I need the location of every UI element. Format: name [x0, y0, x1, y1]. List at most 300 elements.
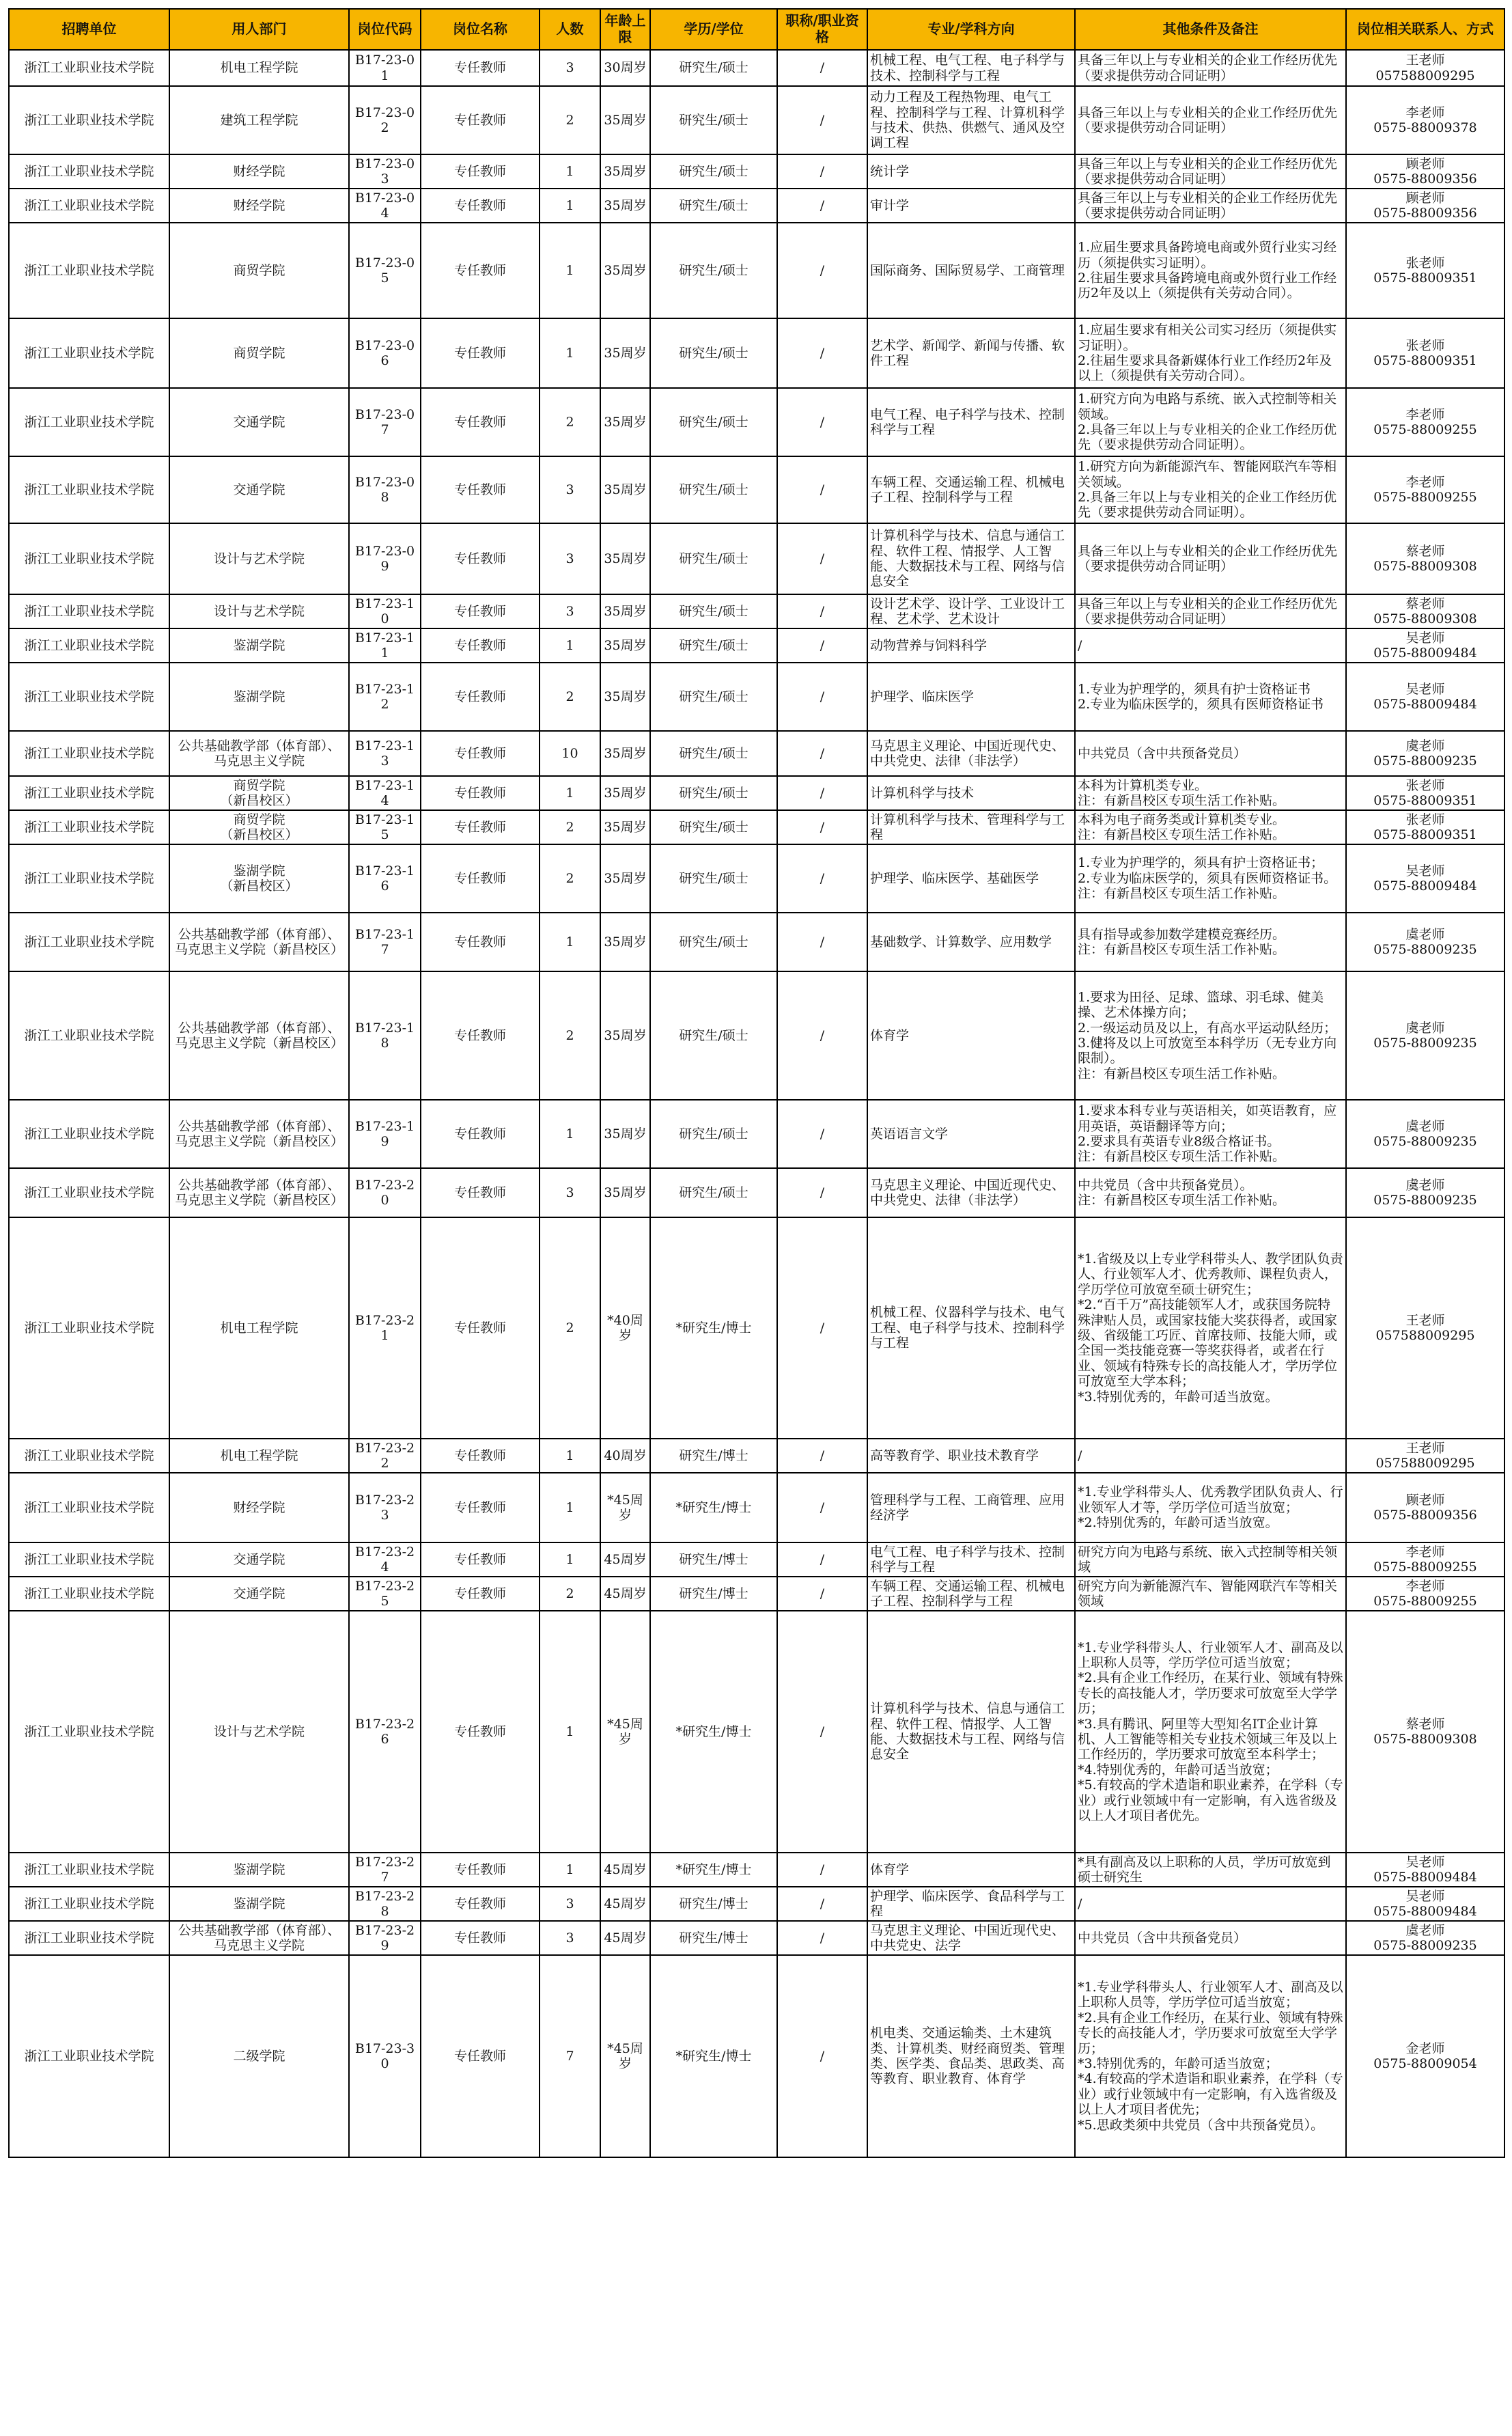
table-row — [9, 1217, 1504, 1439]
cell-age-limit: 45周岁 — [600, 1887, 650, 1921]
cell-age-limit: 45周岁 — [600, 1853, 650, 1887]
cell-unit: 浙江工业职业技术学院 — [9, 223, 169, 318]
cell-unit: 浙江工业职业技术学院 — [9, 189, 169, 223]
table-row — [9, 731, 1504, 776]
cell-count: 1 — [540, 1611, 600, 1853]
cell-department: 二级学院 — [169, 1955, 349, 2157]
cell-age-limit: 35周岁 — [600, 913, 650, 971]
cell-post-code: B17-23-01 — [349, 50, 421, 86]
table-row — [9, 1577, 1504, 1611]
cell-count: 1 — [540, 189, 600, 223]
cell-title: / — [777, 1577, 867, 1611]
cell-department: 财经学院 — [169, 154, 349, 189]
header-contact: 岗位相关联系人、方式 — [1346, 9, 1504, 50]
cell-department: 鉴湖学院 （新昌校区） — [169, 844, 349, 913]
cell-contact: 蔡老师 0575-88009308 — [1346, 1611, 1504, 1853]
cell-title: / — [777, 318, 867, 388]
cell-conditions: 1.应届生要求有相关公司实习经历（须提供实习证明）。 2.往届生要求具备新媒体行业工作经历2年及以上（须提供有关劳动合同）。 — [1075, 318, 1346, 388]
cell-age-limit: 35周岁 — [600, 971, 650, 1100]
cell-conditions: 中共党员（含中共预备党员） — [1075, 1921, 1346, 1955]
cell-unit: 浙江工业职业技术学院 — [9, 50, 169, 86]
cell-degree: *研究生/博士 — [650, 1473, 777, 1542]
cell-title: / — [777, 86, 867, 154]
cell-unit: 浙江工业职业技术学院 — [9, 913, 169, 971]
cell-contact: 顾老师 0575-88009356 — [1346, 154, 1504, 189]
cell-title: / — [777, 388, 867, 456]
cell-conditions: 具备三年以上与专业相关的企业工作经历优先（要求提供劳动合同证明） — [1075, 523, 1346, 594]
cell-age-limit: 45周岁 — [600, 1577, 650, 1611]
cell-degree: 研究生/硕士 — [650, 731, 777, 776]
cell-title: / — [777, 1921, 867, 1955]
cell-title: / — [777, 663, 867, 731]
cell-unit: 浙江工业职业技术学院 — [9, 318, 169, 388]
cell-unit: 浙江工业职业技术学院 — [9, 1439, 169, 1473]
cell-count: 2 — [540, 1217, 600, 1439]
cell-conditions: 具备三年以上与专业相关的企业工作经历优先（要求提供劳动合同证明） — [1075, 50, 1346, 86]
cell-post-code: B17-23-10 — [349, 594, 421, 628]
header-age-limit: 年龄上限 — [600, 9, 650, 50]
cell-department: 鉴湖学院 — [169, 663, 349, 731]
cell-conditions: 具备三年以上与专业相关的企业工作经历优先（要求提供劳动合同证明） — [1075, 189, 1346, 223]
cell-degree: *研究生/博士 — [650, 1853, 777, 1887]
cell-conditions: 具备三年以上与专业相关的企业工作经历优先（要求提供劳动合同证明） — [1075, 594, 1346, 628]
cell-conditions: 具备三年以上与专业相关的企业工作经历优先（要求提供劳动合同证明） — [1075, 86, 1346, 154]
cell-degree: 研究生/硕士 — [650, 523, 777, 594]
cell-degree: 研究生/硕士 — [650, 776, 777, 810]
cell-post-code: B17-23-19 — [349, 1100, 421, 1168]
cell-unit: 浙江工业职业技术学院 — [9, 971, 169, 1100]
cell-contact: 王老师 057588009295 — [1346, 1439, 1504, 1473]
cell-count: 3 — [540, 456, 600, 523]
cell-count: 3 — [540, 523, 600, 594]
cell-major: 计算机科学与技术、管理科学与工程 — [867, 810, 1075, 844]
cell-degree: 研究生/博士 — [650, 1542, 777, 1577]
cell-age-limit: 45周岁 — [600, 1921, 650, 1955]
cell-age-limit: 35周岁 — [600, 663, 650, 731]
cell-title: / — [777, 1217, 867, 1439]
cell-unit: 浙江工业职业技术学院 — [9, 1217, 169, 1439]
page — [8, 8, 1504, 2158]
cell-post-code: B17-23-23 — [349, 1473, 421, 1542]
header-title: 职称/职业资格 — [777, 9, 867, 50]
cell-post-code: B17-23-13 — [349, 731, 421, 776]
cell-major: 马克思主义理论、中国近现代史、中共党史、法律（非法学） — [867, 1168, 1075, 1217]
cell-contact: 吴老师 0575-88009484 — [1346, 628, 1504, 663]
cell-degree: 研究生/硕士 — [650, 388, 777, 456]
cell-department: 机电工程学院 — [169, 1439, 349, 1473]
cell-contact: 虞老师 0575-88009235 — [1346, 913, 1504, 971]
cell-conditions: 1.专业为护理学的，须具有护士资格证书 2.专业为临床医学的，须具有医师资格证书 — [1075, 663, 1346, 731]
cell-degree: 研究生/博士 — [650, 1921, 777, 1955]
cell-count: 2 — [540, 844, 600, 913]
cell-department: 财经学院 — [169, 189, 349, 223]
cell-major: 护理学、临床医学 — [867, 663, 1075, 731]
cell-degree: 研究生/硕士 — [650, 154, 777, 189]
cell-post-name: 专任教师 — [421, 628, 540, 663]
cell-title: / — [777, 844, 867, 913]
cell-contact: 虞老师 0575-88009235 — [1346, 731, 1504, 776]
header-post-code: 岗位代码 — [349, 9, 421, 50]
cell-count: 1 — [540, 913, 600, 971]
cell-conditions: *1.专业学科带头人、优秀教学团队负责人、行业领军人才等，学历学位可适当放宽； *2.特别优秀的，年龄可适当放宽。 — [1075, 1473, 1346, 1542]
cell-age-limit: 35周岁 — [600, 594, 650, 628]
cell-degree: 研究生/硕士 — [650, 663, 777, 731]
header-unit: 招聘单位 — [9, 9, 169, 50]
table-row — [9, 388, 1504, 456]
table-row — [9, 1100, 1504, 1168]
cell-post-code: B17-23-26 — [349, 1611, 421, 1853]
cell-post-code: B17-23-06 — [349, 318, 421, 388]
cell-post-code: B17-23-16 — [349, 844, 421, 913]
cell-count: 1 — [540, 1542, 600, 1577]
cell-major: 护理学、临床医学、基础医学 — [867, 844, 1075, 913]
cell-post-code: B17-23-04 — [349, 189, 421, 223]
table-row — [9, 1887, 1504, 1921]
cell-post-name: 专任教师 — [421, 1955, 540, 2157]
cell-contact: 李老师 0575-88009255 — [1346, 456, 1504, 523]
table-row — [9, 663, 1504, 731]
cell-age-limit: 35周岁 — [600, 456, 650, 523]
cell-count: 2 — [540, 388, 600, 456]
cell-age-limit: 35周岁 — [600, 731, 650, 776]
cell-post-name: 专任教师 — [421, 810, 540, 844]
cell-post-name: 专任教师 — [421, 523, 540, 594]
cell-department: 设计与艺术学院 — [169, 523, 349, 594]
cell-post-code: B17-23-11 — [349, 628, 421, 663]
cell-age-limit: *40周岁 — [600, 1217, 650, 1439]
cell-unit: 浙江工业职业技术学院 — [9, 1955, 169, 2157]
cell-post-code: B17-23-15 — [349, 810, 421, 844]
cell-count: 1 — [540, 223, 600, 318]
cell-department: 机电工程学院 — [169, 1217, 349, 1439]
cell-degree: 研究生/博士 — [650, 1439, 777, 1473]
cell-post-code: B17-23-12 — [349, 663, 421, 731]
header-count: 人数 — [540, 9, 600, 50]
cell-age-limit: 35周岁 — [600, 776, 650, 810]
cell-major: 艺术学、新闻学、新闻与传播、软件工程 — [867, 318, 1075, 388]
cell-post-name: 专任教师 — [421, 154, 540, 189]
cell-contact: 张老师 0575-88009351 — [1346, 223, 1504, 318]
cell-unit: 浙江工业职业技术学院 — [9, 663, 169, 731]
cell-post-code: B17-23-09 — [349, 523, 421, 594]
cell-conditions: 1.研究方向为新能源汽车、智能网联汽车等相关领域。 2.具备三年以上与专业相关的企业工作经历优先（要求提供劳动合同证明）。 — [1075, 456, 1346, 523]
cell-count: 3 — [540, 594, 600, 628]
cell-major: 机械工程、仪器科学与技术、电气工程、电子科学与技术、控制科学与工程 — [867, 1217, 1075, 1439]
cell-post-name: 专任教师 — [421, 1921, 540, 1955]
cell-major: 计算机科学与技术、信息与通信工程、软件工程、情报学、人工智能、大数据技术与工程、网络与信息安全 — [867, 1611, 1075, 1853]
cell-department: 公共基础教学部（体育部）、马克思主义学院（新昌校区） — [169, 971, 349, 1100]
cell-major: 基础数学、计算数学、应用数学 — [867, 913, 1075, 971]
table-row — [9, 971, 1504, 1100]
cell-conditions: 具有指导或参加数学建模竞赛经历。 注：有新昌校区专项生活工作补贴。 — [1075, 913, 1346, 971]
header-conditions: 其他条件及备注 — [1075, 9, 1346, 50]
cell-post-name: 专任教师 — [421, 388, 540, 456]
cell-major: 高等教育学、职业技术教育学 — [867, 1439, 1075, 1473]
cell-unit: 浙江工业职业技术学院 — [9, 154, 169, 189]
cell-unit: 浙江工业职业技术学院 — [9, 1100, 169, 1168]
cell-post-name: 专任教师 — [421, 456, 540, 523]
cell-degree: 研究生/硕士 — [650, 844, 777, 913]
cell-major: 统计学 — [867, 154, 1075, 189]
cell-contact: 蔡老师 0575-88009308 — [1346, 523, 1504, 594]
cell-title: / — [777, 776, 867, 810]
table-row — [9, 844, 1504, 913]
cell-title: / — [777, 189, 867, 223]
cell-age-limit: *45周岁 — [600, 1955, 650, 2157]
cell-count: 1 — [540, 776, 600, 810]
table-row — [9, 86, 1504, 154]
cell-age-limit: 30周岁 — [600, 50, 650, 86]
cell-conditions: / — [1075, 1887, 1346, 1921]
cell-count: 2 — [540, 810, 600, 844]
cell-unit: 浙江工业职业技术学院 — [9, 844, 169, 913]
cell-count: 1 — [540, 1473, 600, 1542]
cell-post-name: 专任教师 — [421, 1853, 540, 1887]
table-row — [9, 456, 1504, 523]
cell-major: 马克思主义理论、中国近现代史、中共党史、法学 — [867, 1921, 1075, 1955]
cell-post-name: 专任教师 — [421, 844, 540, 913]
cell-contact: 李老师 0575-88009255 — [1346, 1577, 1504, 1611]
cell-contact: 吴老师 0575-88009484 — [1346, 844, 1504, 913]
table-row — [9, 1853, 1504, 1887]
cell-post-code: B17-23-28 — [349, 1887, 421, 1921]
cell-department: 公共基础教学部（体育部）、马克思主义学院（新昌校区） — [169, 1100, 349, 1168]
table-row — [9, 810, 1504, 844]
cell-contact: 张老师 0575-88009351 — [1346, 776, 1504, 810]
cell-major: 体育学 — [867, 1853, 1075, 1887]
table-row — [9, 318, 1504, 388]
header-department: 用人部门 — [169, 9, 349, 50]
cell-contact: 张老师 0575-88009351 — [1346, 810, 1504, 844]
table-row — [9, 913, 1504, 971]
cell-title: / — [777, 1439, 867, 1473]
cell-conditions: 1.应届生要求具备跨境电商或外贸行业实习经历（须提供实习证明）。 2.往届生要求具备跨境电商或外贸行业工作经历2年及以上（须提供有关劳动合同）。 — [1075, 223, 1346, 318]
cell-conditions: 研究方向为新能源汽车、智能网联汽车等相关领域 — [1075, 1577, 1346, 1611]
cell-post-name: 专任教师 — [421, 1217, 540, 1439]
cell-unit: 浙江工业职业技术学院 — [9, 1168, 169, 1217]
cell-major: 车辆工程、交通运输工程、机械电子工程、控制科学与工程 — [867, 456, 1075, 523]
cell-post-code: B17-23-22 — [349, 1439, 421, 1473]
cell-count: 3 — [540, 1887, 600, 1921]
cell-contact: 吴老师 0575-88009484 — [1346, 663, 1504, 731]
cell-department: 设计与艺术学院 — [169, 594, 349, 628]
cell-contact: 吴老师 0575-88009484 — [1346, 1887, 1504, 1921]
cell-title: / — [777, 1100, 867, 1168]
cell-department: 商贸学院 — [169, 318, 349, 388]
cell-conditions: 本科为电子商务类或计算机类专业。 注：有新昌校区专项生活工作补贴。 — [1075, 810, 1346, 844]
cell-post-name: 专任教师 — [421, 86, 540, 154]
cell-age-limit: *45周岁 — [600, 1473, 650, 1542]
cell-post-code: B17-23-07 — [349, 388, 421, 456]
cell-degree: 研究生/硕士 — [650, 628, 777, 663]
cell-department: 公共基础教学部（体育部）、马克思主义学院（新昌校区） — [169, 1168, 349, 1217]
table-row — [9, 776, 1504, 810]
cell-major: 管理科学与工程、工商管理、应用经济学 — [867, 1473, 1075, 1542]
cell-major: 设计艺术学、设计学、工业设计工程、艺术学、艺术设计 — [867, 594, 1075, 628]
cell-count: 2 — [540, 86, 600, 154]
cell-post-name: 专任教师 — [421, 663, 540, 731]
cell-post-name: 专任教师 — [421, 776, 540, 810]
cell-major: 车辆工程、交通运输工程、机械电子工程、控制科学与工程 — [867, 1577, 1075, 1611]
cell-post-name: 专任教师 — [421, 731, 540, 776]
table-row — [9, 1955, 1504, 2157]
cell-unit: 浙江工业职业技术学院 — [9, 731, 169, 776]
cell-title: / — [777, 1542, 867, 1577]
cell-unit: 浙江工业职业技术学院 — [9, 1611, 169, 1853]
cell-title: / — [777, 1887, 867, 1921]
cell-title: / — [777, 971, 867, 1100]
cell-contact: 虞老师 0575-88009235 — [1346, 971, 1504, 1100]
table-row — [9, 594, 1504, 628]
cell-age-limit: 35周岁 — [600, 1168, 650, 1217]
cell-age-limit: 35周岁 — [600, 86, 650, 154]
cell-post-name: 专任教师 — [421, 594, 540, 628]
table-row — [9, 1439, 1504, 1473]
cell-post-code: B17-23-30 — [349, 1955, 421, 2157]
cell-post-name: 专任教师 — [421, 1100, 540, 1168]
cell-department: 交通学院 — [169, 1542, 349, 1577]
cell-post-name: 专任教师 — [421, 1168, 540, 1217]
cell-contact: 吴老师 0575-88009484 — [1346, 1853, 1504, 1887]
cell-count: 1 — [540, 1439, 600, 1473]
cell-degree: 研究生/博士 — [650, 1887, 777, 1921]
cell-major: 马克思主义理论、中国近现代史、中共党史、法律（非法学） — [867, 731, 1075, 776]
cell-department: 商贸学院 — [169, 223, 349, 318]
header-major: 专业/学科方向 — [867, 9, 1075, 50]
recruitment-table — [8, 8, 1505, 2158]
cell-title: / — [777, 913, 867, 971]
cell-contact: 蔡老师 0575-88009308 — [1346, 594, 1504, 628]
cell-department: 机电工程学院 — [169, 50, 349, 86]
cell-age-limit: 40周岁 — [600, 1439, 650, 1473]
cell-unit: 浙江工业职业技术学院 — [9, 1853, 169, 1887]
cell-contact: 李老师 0575-88009255 — [1346, 1542, 1504, 1577]
table-header-row — [9, 9, 1504, 50]
cell-conditions: *1.专业学科带头人、行业领军人才、副高及以上职称人员等，学历学位可适当放宽； *2.具有企业工作经历，在某行业、领域有特殊专长的高技能人才，学历要求可放宽至大学学历； *3.具有腾讯、阿里等大型知名IT企业计算机、人工智能等相关专业技术领域三年及以上工作经历的，学历要求可放宽至本科学士； *4.特别优秀的，年龄可适当放宽； *5.有较高的学术造诣和职业素养，在学科（专业）或行业领域中有一定影响，有入选省级及以上人才项目者优先。 — [1075, 1611, 1346, 1853]
cell-post-code: B17-23-29 — [349, 1921, 421, 1955]
cell-unit: 浙江工业职业技术学院 — [9, 1473, 169, 1542]
table-row — [9, 1542, 1504, 1577]
cell-degree: 研究生/硕士 — [650, 50, 777, 86]
cell-conditions: / — [1075, 628, 1346, 663]
table-row — [9, 1611, 1504, 1853]
table-row — [9, 1921, 1504, 1955]
cell-age-limit: 35周岁 — [600, 844, 650, 913]
cell-unit: 浙江工业职业技术学院 — [9, 388, 169, 456]
table-row — [9, 154, 1504, 189]
cell-post-code: B17-23-05 — [349, 223, 421, 318]
cell-contact: 金老师 0575-88009054 — [1346, 1955, 1504, 2157]
cell-title: / — [777, 1168, 867, 1217]
cell-post-code: B17-23-21 — [349, 1217, 421, 1439]
cell-degree: *研究生/博士 — [650, 1611, 777, 1853]
cell-department: 交通学院 — [169, 1577, 349, 1611]
cell-count: 3 — [540, 50, 600, 86]
cell-title: / — [777, 810, 867, 844]
cell-post-name: 专任教师 — [421, 223, 540, 318]
cell-unit: 浙江工业职业技术学院 — [9, 1542, 169, 1577]
cell-post-name: 专任教师 — [421, 189, 540, 223]
cell-major: 计算机科学与技术 — [867, 776, 1075, 810]
cell-department: 鉴湖学院 — [169, 628, 349, 663]
cell-title: / — [777, 1853, 867, 1887]
cell-age-limit: *45周岁 — [600, 1611, 650, 1853]
cell-count: 3 — [540, 1921, 600, 1955]
cell-post-name: 专任教师 — [421, 913, 540, 971]
cell-conditions: 1.要求为田径、足球、篮球、羽毛球、健美操、艺术体操方向； 2.一级运动员及以上，有高水平运动队经历； 3.健将及以上可放宽至本科学历（无专业方向限制）。 注：有新昌校区专项生活工作补贴。 — [1075, 971, 1346, 1100]
cell-major: 机电类、交通运输类、土木建筑类、计算机类、财经商贸类、管理类、医学类、食品类、思政类、高等教育、职业教育、体育学 — [867, 1955, 1075, 2157]
cell-department: 鉴湖学院 — [169, 1853, 349, 1887]
cell-contact: 顾老师 0575-88009356 — [1346, 189, 1504, 223]
cell-contact: 李老师 0575-88009378 — [1346, 86, 1504, 154]
table-row — [9, 50, 1504, 86]
cell-count: 3 — [540, 1168, 600, 1217]
cell-age-limit: 35周岁 — [600, 189, 650, 223]
cell-count: 1 — [540, 318, 600, 388]
cell-post-name: 专任教师 — [421, 1542, 540, 1577]
table-row — [9, 189, 1504, 223]
cell-post-name: 专任教师 — [421, 318, 540, 388]
cell-unit: 浙江工业职业技术学院 — [9, 776, 169, 810]
cell-degree: 研究生/硕士 — [650, 1168, 777, 1217]
cell-age-limit: 35周岁 — [600, 628, 650, 663]
cell-major: 电气工程、电子科学与技术、控制科学与工程 — [867, 1542, 1075, 1577]
cell-post-name: 专任教师 — [421, 1887, 540, 1921]
cell-post-code: B17-23-25 — [349, 1577, 421, 1611]
header-post-name: 岗位名称 — [421, 9, 540, 50]
cell-major: 动物营养与饲料科学 — [867, 628, 1075, 663]
cell-conditions: 1.要求本科专业与英语相关，如英语教育，应用英语，英语翻译等方向； 2.要求具有英语专业8级合格证书。 注：有新昌校区专项生活工作补贴。 — [1075, 1100, 1346, 1168]
cell-degree: *研究生/博士 — [650, 1955, 777, 2157]
cell-title: / — [777, 154, 867, 189]
cell-title: / — [777, 523, 867, 594]
cell-major: 电气工程、电子科学与技术、控制科学与工程 — [867, 388, 1075, 456]
table-row — [9, 628, 1504, 663]
table-row — [9, 523, 1504, 594]
cell-age-limit: 35周岁 — [600, 318, 650, 388]
cell-unit: 浙江工业职业技术学院 — [9, 86, 169, 154]
cell-title: / — [777, 1955, 867, 2157]
cell-unit: 浙江工业职业技术学院 — [9, 628, 169, 663]
cell-title: / — [777, 731, 867, 776]
cell-conditions: 本科为计算机类专业。 注：有新昌校区专项生活工作补贴。 — [1075, 776, 1346, 810]
cell-department: 商贸学院 （新昌校区） — [169, 810, 349, 844]
cell-major: 计算机科学与技术、信息与通信工程、软件工程、情报学、人工智能、大数据技术与工程、网络与信息安全 — [867, 523, 1075, 594]
cell-conditions: 中共党员（含中共预备党员）。 注：有新昌校区专项生活工作补贴。 — [1075, 1168, 1346, 1217]
cell-department: 建筑工程学院 — [169, 86, 349, 154]
cell-department: 交通学院 — [169, 388, 349, 456]
cell-post-code: B17-23-08 — [349, 456, 421, 523]
cell-post-code: B17-23-02 — [349, 86, 421, 154]
cell-department: 交通学院 — [169, 456, 349, 523]
cell-conditions: *具有副高及以上职称的人员，学历可放宽到硕士研究生 — [1075, 1853, 1346, 1887]
cell-degree: 研究生/硕士 — [650, 594, 777, 628]
cell-major: 国际商务、国际贸易学、工商管理 — [867, 223, 1075, 318]
cell-degree: *研究生/博士 — [650, 1217, 777, 1439]
cell-post-code: B17-23-24 — [349, 1542, 421, 1577]
cell-conditions: 中共党员（含中共预备党员） — [1075, 731, 1346, 776]
cell-conditions: *1.省级及以上专业学科带头人、教学团队负责人、行业领军人才、优秀教师、课程负责人，学历学位可放宽至硕士研究生； *2.“百千万”高技能领军人才，或获国务院特殊津贴人员，或国家技能大奖获得者，或国家级、省级能工巧匠、首席技师、技能大师，或全国一类技能竞赛一等奖获得者，或者在行业、领域有特殊专长的高技能人才，学历学位可放宽至大学本科； *3.特别优秀的，年龄可适当放宽。 — [1075, 1217, 1346, 1439]
cell-degree: 研究生/硕士 — [650, 318, 777, 388]
cell-department: 财经学院 — [169, 1473, 349, 1542]
cell-conditions: 具备三年以上与专业相关的企业工作经历优先（要求提供劳动合同证明） — [1075, 154, 1346, 189]
cell-conditions: 1.专业为护理学的，须具有护士资格证书； 2.专业为临床医学的，须具有医师资格证书。 注：有新昌校区专项生活工作补贴。 — [1075, 844, 1346, 913]
cell-degree: 研究生/硕士 — [650, 1100, 777, 1168]
cell-post-name: 专任教师 — [421, 50, 540, 86]
cell-post-code: B17-23-20 — [349, 1168, 421, 1217]
cell-unit: 浙江工业职业技术学院 — [9, 810, 169, 844]
cell-title: / — [777, 456, 867, 523]
